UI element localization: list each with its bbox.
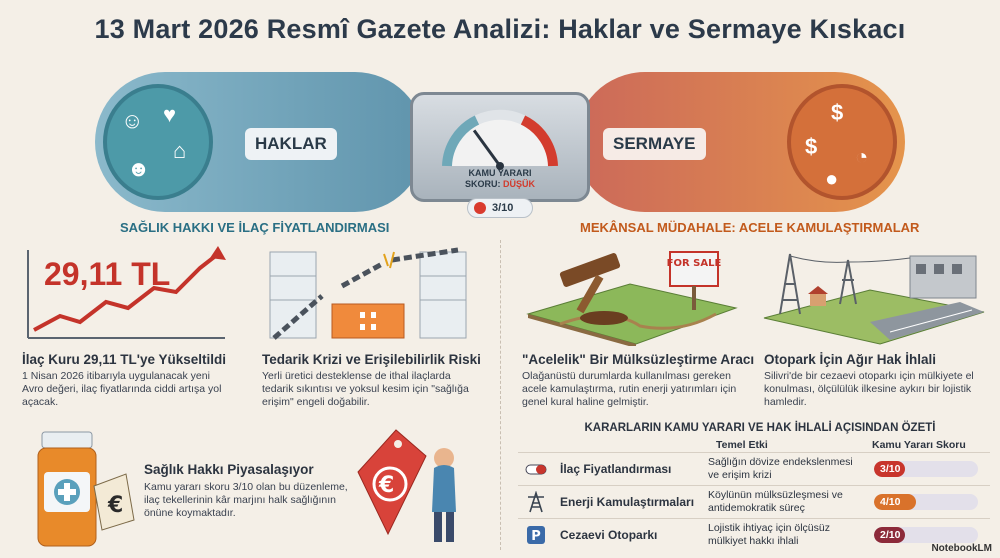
column-header-score: Kamu Yararı Skoru (872, 439, 966, 451)
card-title: Otopark İçin Ağır Hak İhlali (764, 352, 937, 367)
card-text: Kamu yararı skoru 3/10 olan bu düzenleme, ilaç tekellerinin kâr marjını halk sağlığının önüne koymaktadır. (144, 481, 348, 519)
coins-icon: ● (825, 166, 839, 191)
card-title: Sağlık Hakkı Piyasalaşıyor (144, 462, 314, 477)
notebooklm-logo: NotebookLM (931, 543, 992, 554)
score-badge (467, 198, 533, 218)
drug-exchange-rate-value: 29,11 TL (44, 256, 171, 292)
summary-row-prison-parking (518, 518, 990, 550)
score-bar-fill: 3/10 (874, 461, 905, 477)
summary-row-name: İlaç Fiyatlandırması (560, 462, 672, 476)
summary-row-name: Cezaevi Otoparkı (560, 528, 658, 542)
pie-chart-icon: ◔ (855, 144, 869, 169)
score-bar-fill: 4/10 (874, 494, 916, 510)
score-bar (874, 461, 978, 477)
rights-label: HAKLAR (245, 128, 337, 160)
score-bar (874, 494, 978, 510)
power-tower-icon (524, 491, 548, 513)
family-icon: ☻ (127, 156, 151, 181)
page-title: 13 Mart 2026 Resmî Gazete Analizi: Haklar ve Sermaye Kıskacı (94, 14, 906, 44)
card-title: İlaç Kuru 29,11 TL'ye Yükseltildi (22, 352, 227, 367)
house-icon: ⌂ (173, 138, 187, 163)
score-value: 3/10 (492, 202, 514, 214)
summary-row-effect: Sağlığın dövize endekslenmesi ve erişim krizi (708, 456, 853, 481)
medicine-bottle-euro-tag-image (28, 428, 138, 550)
gauge-caption-prefix: SKORU: (464, 179, 501, 189)
card-text: Yerli üretici desteklense de ithal ilaçlarda tedarik sıkıntısı ve yoksul kesim için "sağlığa erişim" engeli doğabilir. (262, 370, 469, 408)
heartbeat-icon: ♥ (163, 102, 177, 127)
summary-title: KARARLARIN KAMU YARARI VE HAK İHLALİ AÇISINDAN ÖZETİ (584, 422, 936, 434)
gauge-caption (410, 168, 590, 190)
gauge-caption-line1: KAMU YARARI (468, 168, 532, 178)
card-text: Olağanüstü durumlarda kullanılması gereken acele kamulaştırma, rutin enerji yatırımları için genel kural haline gelmiştir. (522, 370, 737, 408)
gavel-for-sale-land-image (520, 244, 742, 346)
svg-text:P: P (531, 529, 541, 544)
card-title: Tedarik Krizi ve Erişilebilirlik Riski (262, 352, 481, 367)
banner (95, 62, 905, 222)
parking-icon (524, 524, 548, 546)
card-text: 1 Nisan 2026 itibarıyla uygulanacak yeni Avro değeri, ilaç fiyatlarında ciddi artışa yol açacak. (22, 370, 222, 408)
score-bar-fill: 2/10 (874, 527, 905, 543)
dollar-coin-icon: $ (831, 100, 844, 125)
gauge-caption-value: DÜŞÜK (503, 179, 536, 189)
health-section-header: SAĞLIK HAKKI VE İLAÇ FİYATLANDIRMASI (120, 220, 390, 235)
power-lines-prison-parking-image (760, 244, 988, 346)
person-icon: ☺ (121, 108, 144, 133)
svg-text:€: € (108, 493, 124, 518)
summary-row-effect: Lojistik ihtiyaç için ölçüsüz mülkiyet hakkı ihlali (708, 522, 830, 547)
summary-row-effect: Köylünün mülksüzleşmesi ve antidemokratik süreç (708, 489, 843, 514)
section-divider (500, 240, 501, 550)
rights-icon-cluster (103, 84, 213, 200)
score-bar (874, 527, 978, 543)
expropriation-section-header: MEKÂNSAL MÜDAHALE: ACELE KAMULAŞTIRMALAR (580, 220, 920, 235)
for-sale-sign-text: FOR SALE (666, 258, 722, 269)
card-text: Silivri'de bir cezaevi otoparkı için mülkiyete el konulması, ölçülülük ilkesine aykırı bir lojistik hamledir. (764, 370, 974, 408)
summary-row-drug-pricing (518, 452, 990, 484)
pill-icon (524, 458, 548, 480)
summary-row-name: Enerji Kamulaştırmaları (560, 495, 695, 509)
column-header-effect: Temel Etki (716, 439, 768, 451)
broken-supply-chain-image (262, 246, 474, 344)
red-dot-icon (474, 202, 486, 214)
public-interest-gauge (437, 100, 563, 170)
card-title: "Acelelik" Bir Mülksüzleştirme Aracı (522, 352, 755, 367)
capital-label: SERMAYE (603, 128, 706, 160)
dollar-coin-icon: $ (805, 134, 818, 159)
capital-icon-cluster (787, 84, 897, 200)
svg-text:€: € (379, 473, 395, 498)
summary-row-energy-expropriation (518, 485, 990, 517)
euro-price-tag-worried-person-image (348, 412, 472, 550)
